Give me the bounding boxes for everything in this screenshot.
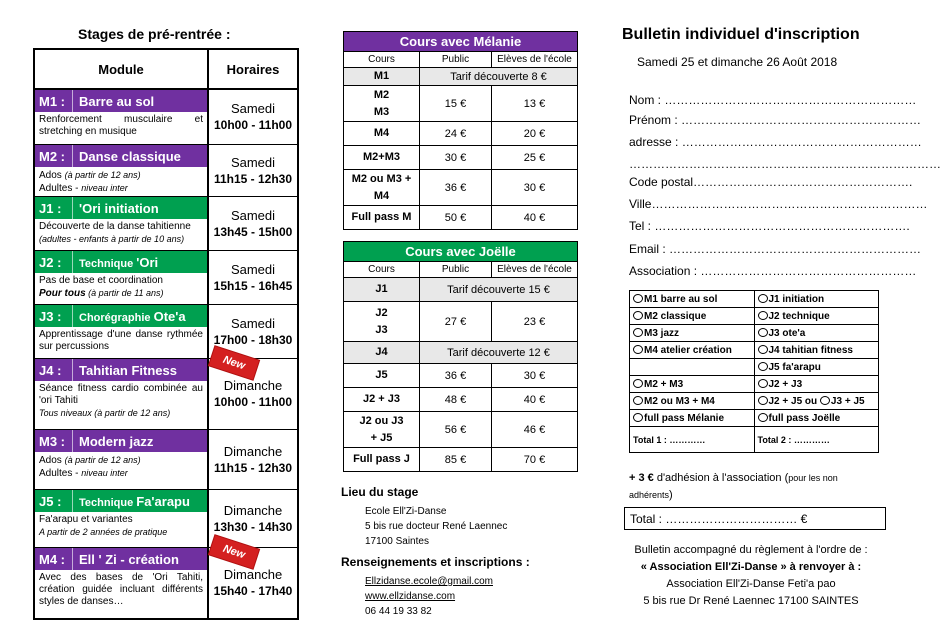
choice-row bbox=[630, 342, 879, 359]
module-description: Apprentissage d'une danse rythmée sur percussions bbox=[39, 329, 203, 352]
price-row bbox=[344, 206, 578, 230]
module-description: Séance fitness cardio combinée au 'ori Tahiti Tous niveaux (à partir de 12 ans) bbox=[39, 383, 203, 418]
price-public: 15 € bbox=[420, 86, 492, 122]
bulletin-instructions bbox=[610, 542, 892, 610]
course-code: M2 ou M3 + M4 bbox=[344, 170, 420, 206]
form-field[interactable]: Tel : ………………………………………………………. bbox=[629, 219, 910, 233]
module-code: J3 : bbox=[35, 305, 73, 327]
new-badge: New bbox=[209, 535, 259, 568]
choice-joelle[interactable]: J2 technique bbox=[754, 308, 879, 325]
checkbox-circle[interactable] bbox=[820, 396, 830, 405]
checkbox-circle[interactable] bbox=[758, 311, 768, 320]
module-band bbox=[35, 145, 207, 167]
price-public: 48 € bbox=[420, 388, 492, 412]
module-info bbox=[35, 251, 209, 304]
module-time: 11h15 - 12h30 bbox=[213, 171, 293, 186]
price-row bbox=[344, 388, 578, 412]
price-col-header: Cours bbox=[344, 52, 420, 68]
modules-table-header bbox=[35, 50, 297, 90]
choice-joelle[interactable]: J2 + J5 ou J3 + J5 bbox=[754, 393, 879, 410]
adhesion-note: + 3 € d'adhésion à l'association (pour les non adhérents) bbox=[629, 472, 838, 501]
module-info bbox=[35, 197, 209, 250]
module-day: Samedi bbox=[230, 261, 276, 277]
checkbox-circle[interactable] bbox=[758, 413, 768, 422]
lieu-line: Ecole Ell'Zi-Danse bbox=[365, 506, 447, 517]
price-row bbox=[344, 364, 578, 388]
bulletin-title: Bulletin individuel d'inscription bbox=[622, 26, 860, 43]
course-code: J2 + J3 bbox=[344, 388, 420, 412]
price-public: 36 € bbox=[420, 364, 492, 388]
module-description: Avec des bases de 'Ori Tahiti, création guidée incluant différents styles de danses… bbox=[39, 572, 203, 607]
module-band bbox=[35, 548, 207, 570]
choice-row bbox=[630, 359, 879, 376]
lieu-address bbox=[365, 504, 507, 549]
price-table-title: Cours avec Joëlle bbox=[344, 242, 578, 262]
module-row bbox=[35, 90, 297, 145]
module-time: 15h40 - 17h40 bbox=[213, 584, 293, 598]
module-info bbox=[35, 305, 209, 358]
checkbox-circle[interactable] bbox=[758, 362, 768, 371]
choice-melanie[interactable]: full pass Mélanie bbox=[630, 410, 755, 427]
choice-melanie[interactable]: M2 ou M3 + M4 bbox=[630, 393, 755, 410]
course-code: J2 J3 bbox=[344, 302, 420, 342]
module-code: M4 : bbox=[35, 548, 73, 570]
module-row bbox=[35, 251, 297, 305]
bulletin-line: Association Ell'Zi-Danse Feti'a pao bbox=[666, 578, 836, 590]
horaires-header: Horaires bbox=[226, 61, 280, 77]
price-public: 30 € bbox=[420, 146, 492, 170]
course-code: J4 bbox=[344, 342, 420, 364]
module-name: 'Ori initiation bbox=[79, 200, 159, 216]
module-row bbox=[35, 305, 297, 359]
course-code: M2 M3 bbox=[344, 86, 420, 122]
module-schedule bbox=[209, 197, 297, 250]
checkbox-circle[interactable] bbox=[633, 413, 643, 422]
module-description: Renforcement musculaire et stretching en musique bbox=[39, 114, 203, 137]
module-description: Fa'arapu et variantes A partir de 2 années de pratique bbox=[39, 514, 168, 537]
module-code: M2 : bbox=[35, 145, 73, 167]
module-time: 10h00 - 11h00 bbox=[213, 118, 293, 132]
checkbox-circle[interactable] bbox=[758, 294, 768, 303]
form-field[interactable]: Nom : ……………………………………………………… bbox=[629, 93, 917, 107]
form-field[interactable]: adresse : …………………………………………………… bbox=[629, 135, 922, 149]
price-row bbox=[344, 146, 578, 170]
price-col-header: Elèves de l'école bbox=[492, 262, 578, 278]
module-band bbox=[35, 90, 207, 112]
checkbox-circle[interactable] bbox=[633, 396, 643, 405]
module-time: 13h30 - 14h30 bbox=[213, 519, 293, 534]
price-row bbox=[344, 412, 578, 448]
module-row bbox=[35, 542, 297, 618]
module-time: 10h00 - 11h00 bbox=[213, 395, 293, 409]
checkbox-circle[interactable] bbox=[633, 379, 643, 388]
choice-joelle[interactable]: J5 fa'arapu bbox=[754, 359, 879, 376]
checkbox-circle[interactable] bbox=[758, 396, 768, 405]
module-info bbox=[35, 359, 209, 429]
module-info bbox=[35, 430, 209, 489]
price-row bbox=[344, 448, 578, 472]
choice-row bbox=[630, 325, 879, 342]
price-row bbox=[344, 278, 578, 302]
module-info bbox=[35, 548, 209, 618]
module-day: Dimanche bbox=[223, 378, 283, 393]
course-code: Full pass M bbox=[344, 206, 420, 230]
choice-melanie[interactable] bbox=[630, 359, 755, 376]
stages-title: Stages de pré-rentrée : bbox=[78, 26, 231, 42]
choice-row bbox=[630, 410, 879, 427]
module-info bbox=[35, 490, 209, 547]
price-span: Tarif découverte 8 € bbox=[420, 68, 578, 86]
price-eleves: 30 € bbox=[492, 364, 578, 388]
price-public: 24 € bbox=[420, 122, 492, 146]
price-row bbox=[344, 170, 578, 206]
module-name: Modern jazz bbox=[79, 433, 154, 449]
module-info bbox=[35, 90, 209, 144]
bulletin-line: « Association Ell'Zi-Danse » à renvoyer à : bbox=[640, 561, 862, 573]
checkbox-circle[interactable] bbox=[633, 345, 643, 354]
module-code: J4 : bbox=[35, 359, 73, 381]
price-public: 56 € bbox=[420, 412, 492, 448]
module-description: Ados (à partir de 12 ans) Adultes - niveau inter bbox=[39, 170, 141, 194]
price-col-header: Public bbox=[420, 262, 492, 278]
course-code: M1 bbox=[344, 68, 420, 86]
price-eleves: 20 € bbox=[492, 122, 578, 146]
choice-totals bbox=[630, 427, 879, 453]
checkbox-circle[interactable] bbox=[758, 345, 768, 354]
bulletin-line: Bulletin accompagné du règlement à l'ordre de : bbox=[634, 544, 868, 556]
choice-melanie[interactable]: M1 barre au sol bbox=[630, 291, 755, 308]
price-eleves: 46 € bbox=[492, 412, 578, 448]
module-band bbox=[35, 197, 207, 219]
module-name: Technique 'Ori bbox=[79, 254, 159, 270]
module-day: Dimanche bbox=[223, 567, 283, 582]
module-name: Ell ' Zi - création bbox=[79, 551, 179, 567]
price-col-header: Public bbox=[420, 52, 492, 68]
course-code: J2 ou J3 + J5 bbox=[344, 412, 420, 448]
price-eleves: 23 € bbox=[492, 302, 578, 342]
module-code: J1 : bbox=[35, 197, 73, 219]
module-band bbox=[35, 490, 207, 512]
choice-row bbox=[630, 308, 879, 325]
module-description: Découverte de la danse tahitienne (adultes - enfants à partir de 10 ans) bbox=[39, 221, 191, 244]
course-code: Full pass J bbox=[344, 448, 420, 472]
price-col-header: Elèves de l'école bbox=[492, 52, 578, 68]
price-eleves: 40 € bbox=[492, 206, 578, 230]
module-description: Pas de base et coordination Pour tous (à partir de 11 ans) bbox=[39, 275, 164, 299]
price-span: Tarif découverte 12 € bbox=[420, 342, 578, 364]
total-2[interactable]: Total 2 : ………… bbox=[754, 427, 879, 453]
module-day: Samedi bbox=[230, 315, 276, 331]
choice-joelle[interactable]: full pass Joëlle bbox=[754, 410, 879, 427]
checkbox-circle[interactable] bbox=[758, 379, 768, 388]
price-table-title: Cours avec Mélanie bbox=[344, 32, 578, 52]
module-name: Technique Fa'arapu bbox=[79, 493, 190, 509]
price-eleves: 25 € bbox=[492, 146, 578, 170]
form-field[interactable]: Code postal………………………………………………. bbox=[629, 175, 913, 189]
checkbox-circle[interactable] bbox=[633, 294, 643, 303]
lieu-line: 17100 Saintes bbox=[365, 536, 429, 547]
module-name: Tahitian Fitness bbox=[79, 362, 177, 378]
module-time: 17h00 - 18h30 bbox=[213, 332, 293, 347]
module-band bbox=[35, 251, 207, 273]
price-public: 36 € bbox=[420, 170, 492, 206]
form-field[interactable]: Ville…………………………………………………………… bbox=[629, 197, 928, 211]
choice-melanie[interactable]: M3 jazz bbox=[630, 325, 755, 342]
course-code: J5 bbox=[344, 364, 420, 388]
price-public: 27 € bbox=[420, 302, 492, 342]
price-row bbox=[344, 68, 578, 86]
price-eleves: 40 € bbox=[492, 388, 578, 412]
module-code: J2 : bbox=[35, 251, 73, 273]
module-schedule bbox=[209, 90, 297, 144]
email-link[interactable]: Ellzidanse.ecole@gmail.com bbox=[365, 576, 493, 587]
price-row bbox=[344, 342, 578, 364]
module-band bbox=[35, 430, 207, 452]
melanie-price-table bbox=[343, 31, 578, 230]
choice-joelle[interactable]: J2 + J3 bbox=[754, 376, 879, 393]
choice-melanie[interactable]: M4 atelier création bbox=[630, 342, 755, 359]
module-name: Barre au sol bbox=[79, 93, 155, 109]
checkbox-circle[interactable] bbox=[633, 311, 643, 320]
module-row bbox=[35, 197, 297, 251]
price-row bbox=[344, 302, 578, 342]
choice-melanie[interactable]: M2 + M3 bbox=[630, 376, 755, 393]
price-eleves: 70 € bbox=[492, 448, 578, 472]
module-name: Danse classique bbox=[79, 148, 181, 164]
module-day: Samedi bbox=[230, 154, 276, 170]
course-code: M2+M3 bbox=[344, 146, 420, 170]
module-description: Ados (à partir de 12 ans) Adultes - niveau inter bbox=[39, 455, 141, 479]
course-code: M4 bbox=[344, 122, 420, 146]
course-code: J1 bbox=[344, 278, 420, 302]
choice-row bbox=[630, 393, 879, 410]
form-field[interactable]: Prénom : …………………………………………………… bbox=[629, 113, 922, 127]
module-time: 15h15 - 16h45 bbox=[213, 278, 293, 293]
module-code: M3 : bbox=[35, 430, 73, 452]
module-schedule bbox=[209, 430, 297, 489]
price-span: Tarif découverte 15 € bbox=[420, 278, 578, 302]
price-public: 85 € bbox=[420, 448, 492, 472]
choice-row bbox=[630, 291, 879, 308]
module-row bbox=[35, 490, 297, 548]
choice-joelle[interactable]: J1 initiation bbox=[754, 291, 879, 308]
choice-joelle[interactable]: J4 tahitian fitness bbox=[754, 342, 879, 359]
price-row bbox=[344, 86, 578, 122]
total-1[interactable]: Total 1 : ………… bbox=[630, 427, 755, 453]
module-name: Chorégraphie Ote'a bbox=[79, 308, 186, 324]
module-code: J5 : bbox=[35, 490, 73, 512]
module-day: Dimanche bbox=[223, 443, 283, 459]
module-code: M1 : bbox=[35, 90, 73, 112]
joelle-price-table bbox=[343, 241, 578, 472]
module-info bbox=[35, 145, 209, 196]
module-row bbox=[35, 353, 297, 430]
module-day: Samedi bbox=[230, 101, 276, 116]
price-eleves: 30 € bbox=[492, 170, 578, 206]
module-schedule bbox=[209, 145, 297, 196]
price-row bbox=[344, 122, 578, 146]
contact-info bbox=[365, 574, 493, 619]
module-header: Module bbox=[35, 50, 209, 88]
module-band bbox=[35, 305, 207, 327]
choice-melanie[interactable]: M2 classique bbox=[630, 308, 755, 325]
module-schedule bbox=[209, 251, 297, 304]
price-public: 50 € bbox=[420, 206, 492, 230]
module-day: Samedi bbox=[230, 207, 276, 223]
lieu-line: 5 bis rue docteur René Laennec bbox=[365, 521, 508, 532]
module-row bbox=[35, 430, 297, 490]
checkbox-circle[interactable] bbox=[633, 328, 643, 337]
price-eleves: 13 € bbox=[492, 86, 578, 122]
form-field[interactable]: Email : ……………………………………………………… bbox=[629, 242, 922, 256]
lieu-title: Lieu du stage bbox=[341, 485, 419, 499]
module-band bbox=[35, 359, 207, 381]
module-row bbox=[35, 145, 297, 197]
course-choice-table bbox=[629, 290, 879, 453]
total-field[interactable]: Total : …………………………… € bbox=[624, 507, 886, 530]
modules-table bbox=[33, 48, 299, 620]
event-date: Samedi 25 et dimanche 26 Août 2018 bbox=[637, 55, 838, 69]
form-field[interactable]: Association : ……………………………………………… bbox=[629, 264, 917, 278]
website-link[interactable]: www.ellzidanse.com bbox=[365, 591, 456, 602]
phone-number: 06 44 19 33 82 bbox=[365, 606, 432, 617]
form-field[interactable]: …………………………………………………………………… bbox=[629, 157, 941, 171]
renseignements-title: Renseignements et inscriptions : bbox=[341, 555, 530, 569]
choice-joelle[interactable]: J3 ote'a bbox=[754, 325, 879, 342]
module-time: 11h15 - 12h30 bbox=[213, 460, 293, 475]
choice-row bbox=[630, 376, 879, 393]
price-col-header: Cours bbox=[344, 262, 420, 278]
new-badge: New bbox=[209, 346, 259, 379]
module-day: Dimanche bbox=[223, 502, 283, 518]
checkbox-circle[interactable] bbox=[758, 328, 768, 337]
bulletin-line: 5 bis rue Dr René Laennec 17100 SAINTES bbox=[643, 595, 859, 607]
module-time: 13h45 - 15h00 bbox=[213, 224, 293, 239]
